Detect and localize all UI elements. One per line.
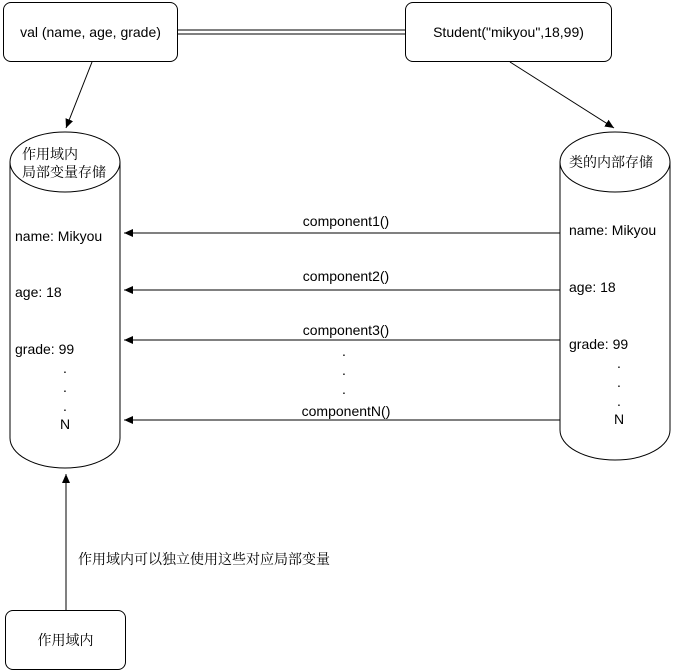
left-cylinder-title-line2: 局部变量存储 (22, 164, 106, 180)
component1-label: component1() (302, 213, 390, 229)
arrow-student-to-right-cylinder (510, 62, 614, 128)
left-item-grade: grade: 99 (15, 341, 75, 357)
componentN-label: componentN() (301, 403, 391, 419)
scope-box (5, 610, 126, 670)
left-ellipsis-dot: . (63, 398, 67, 414)
right-cylinder-title: 类的内部存储 (569, 154, 653, 170)
right-item-grade: grade: 99 (569, 336, 629, 352)
left-ellipsis-dot: . (63, 379, 67, 395)
middle-ellipsis-dot: . (342, 362, 346, 378)
left-item-age: age: 18 (15, 284, 62, 300)
component3-label: component3() (302, 322, 390, 338)
scope-box-label: 作用域内 (37, 632, 94, 648)
left-item-name: name: Mikyou (15, 228, 103, 244)
right-ellipsis-dot: . (617, 374, 621, 390)
arrow-val-to-left-cylinder (66, 62, 92, 128)
scope-usage-note: 作用域内可以独立使用这些对应局部变量 (78, 551, 330, 567)
student-constructor-box (405, 2, 612, 62)
middle-ellipsis-dot: . (342, 343, 346, 359)
component2-label: component2() (302, 268, 390, 284)
right-item-name: name: Mikyou (569, 222, 657, 238)
left-ellipsis-dot: . (63, 360, 67, 376)
right-item-n: N (613, 411, 625, 427)
left-cylinder-title-line1: 作用域内 (22, 146, 78, 162)
val-destructuring-box (3, 2, 178, 62)
right-ellipsis-dot: . (617, 393, 621, 409)
left-item-n: N (59, 416, 71, 432)
student-constructor-label: Student("mikyou",18,99) (433, 24, 584, 40)
right-ellipsis-dot: . (617, 355, 621, 371)
right-item-age: age: 18 (569, 279, 616, 295)
middle-ellipsis-dot: . (342, 381, 346, 397)
val-destructuring-label: val (name, age, grade) (20, 24, 161, 40)
